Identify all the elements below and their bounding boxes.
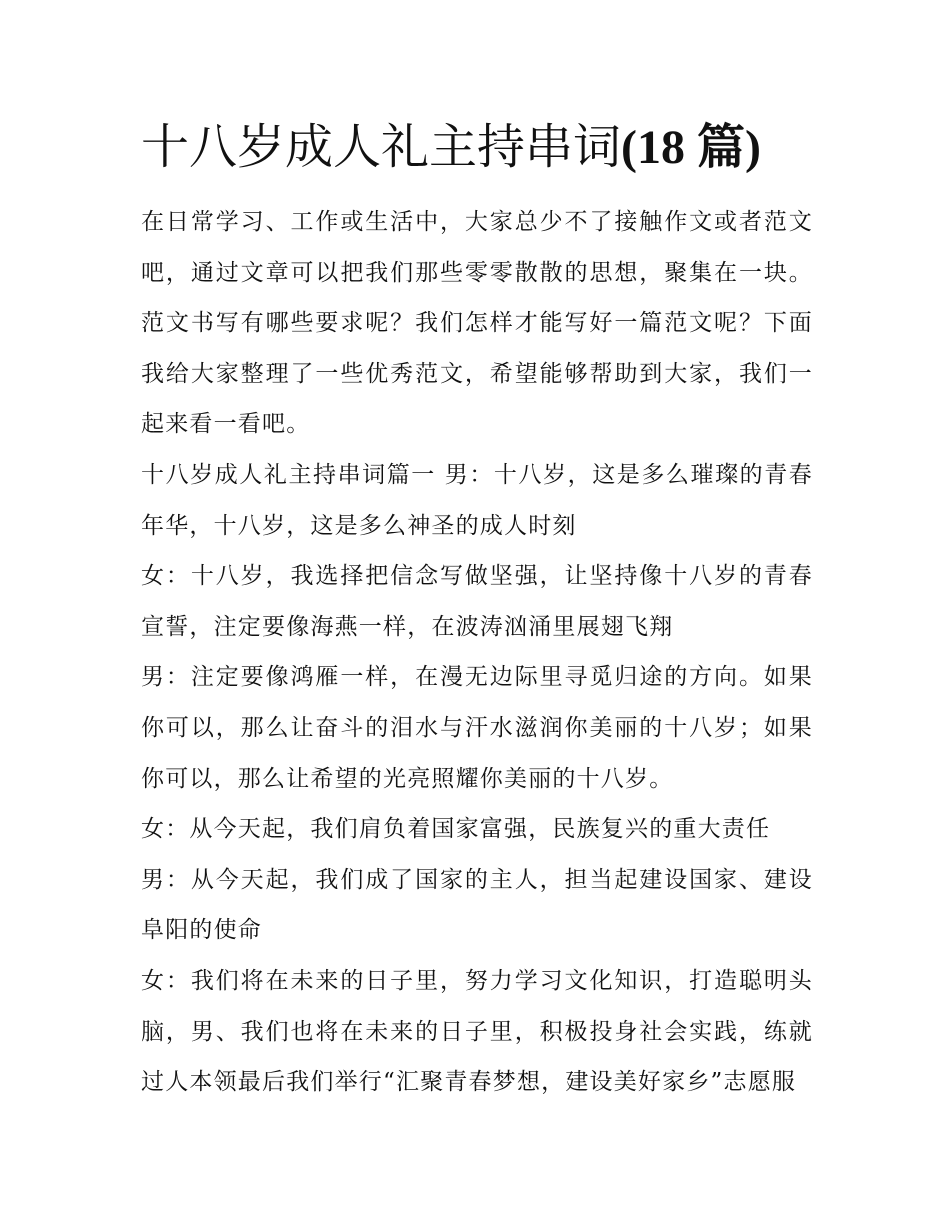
female-line-paragraph: 女：从今天起，我们肩负着国家富强，民族复兴的重大责任 bbox=[141, 816, 771, 843]
male-line-paragraph: 男：注定要像鸿雁一样，在漫无边际里寻觅归途的方向。如果你可以，那么让奋斗的泪水与汗水滋润你美丽的十八岁；如果你可以，那么让希望的光亮照耀你美丽的十八岁。 bbox=[141, 664, 813, 792]
title-count-text: (18 篇) bbox=[621, 121, 761, 174]
title-main-text: 十八岁成人礼主持串词 bbox=[141, 119, 622, 175]
document-title bbox=[141, 112, 841, 183]
section-one-opening-paragraph: 十八岁成人礼主持串词篇一 男：十八岁，这是多么璀璨的青春年华，十八岁，这是多么神圣的成人时刻 bbox=[141, 461, 813, 539]
female-line-paragraph: 女：我们将在未来的日子里，努力学习文化知识，打造聪明头脑，男、我们也将在未来的日子里，积极投身社会实践，练就过人本领最后我们举行“汇聚青春梦想，建设美好家乡”志愿服 bbox=[141, 967, 813, 1096]
female-line-paragraph: 女：十八岁，我选择把信念写做坚强，让坚持像十八岁的青春宣誓，注定要像海燕一样，在波涛汹涌里展翅飞翔 bbox=[141, 563, 813, 640]
intro-paragraph: 在日常学习、工作或生活中，大家总少不了接触作文或者范文吧，通过文章可以把我们那些零零散散的思想，聚集在一块。范文书写有哪些要求呢？我们怎样才能写好一篇范文呢？下面我给大家整理了一些优秀范文，希望能够帮助到大家，我们一起来看一看吧。 bbox=[141, 209, 813, 438]
document-body bbox=[141, 197, 813, 1108]
male-line-paragraph: 男：从今天起，我们成了国家的主人，担当起建设国家、建设阜阳的使命 bbox=[141, 866, 813, 944]
